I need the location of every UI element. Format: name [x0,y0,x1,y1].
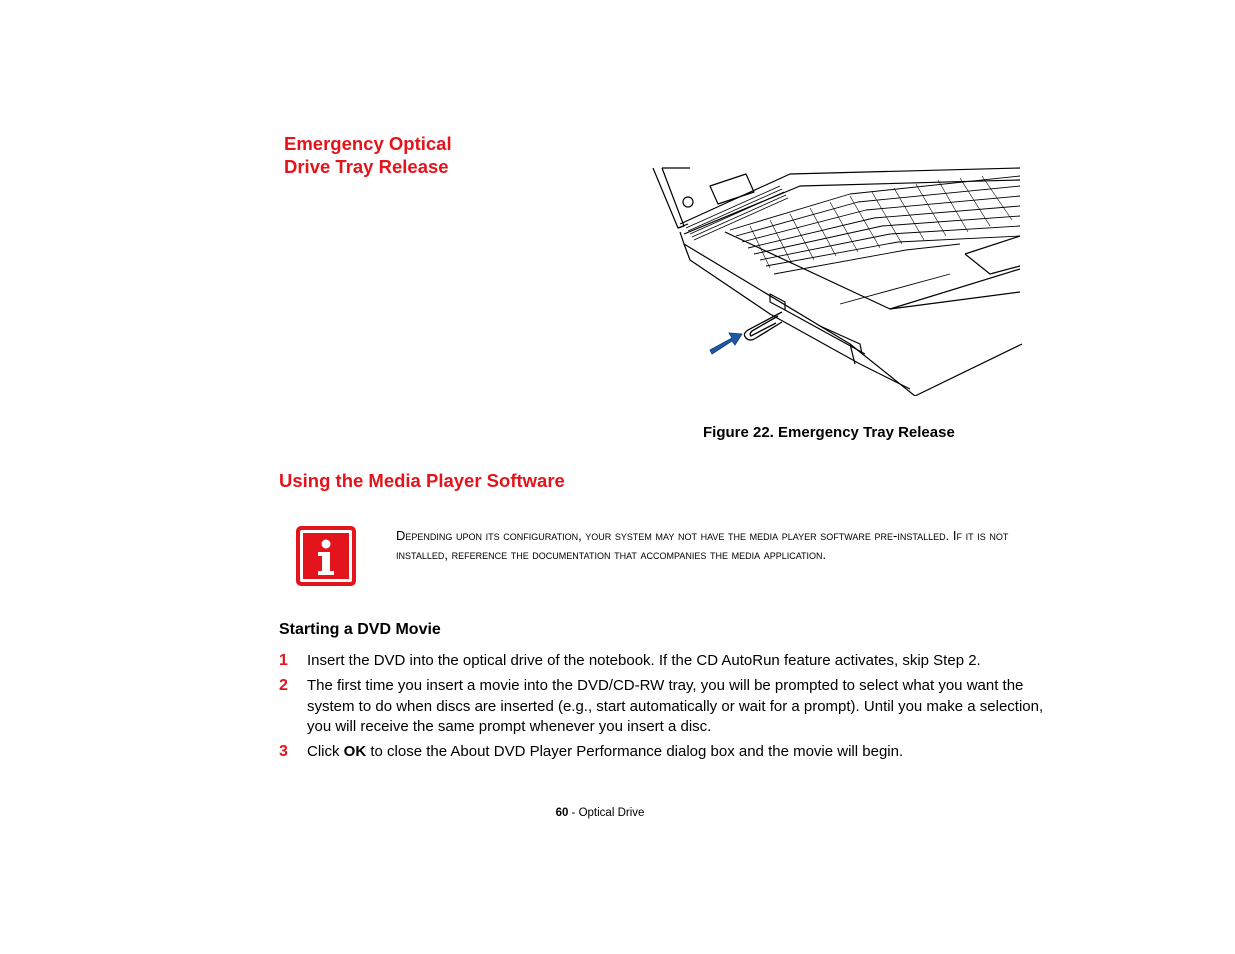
step-item [279,651,1069,672]
heading-line-1: Emergency Optical [284,133,452,154]
info-icon [294,524,358,588]
laptop-paperclip-illustration [650,164,1022,396]
subsection-heading-dvd: Starting a DVD Movie [279,621,441,638]
section-heading-emergency-release [284,132,452,178]
step-text [307,742,1069,763]
step-item [279,742,1069,763]
figure-caption: Figure 22. Emergency Tray Release [703,424,955,441]
figure-laptop-tray-release [650,164,1022,396]
step-number: 1 [279,652,288,669]
step-number: 3 [279,743,288,760]
footer-separator: - [568,807,579,819]
heading-line-2: Drive Tray Release [284,156,449,177]
step-text: Insert the DVD into the optical drive of the notebook. If the CD AutoRun feature activates, skip Step 2. [307,652,981,669]
note-text: Depending upon its configuration, your system may not have the media player software pre-installed. If it is not installed, reference the documentation that accompanies the media application. [396,528,1009,562]
step-text-post: to close the About DVD Player Performance dialog box and the movie will begin. [366,743,904,760]
page-number: 60 [555,807,569,819]
page-footer [0,807,1200,819]
section-heading-media-player: Using the Media Player Software [279,470,565,491]
step-text: The first time you insert a movie into the DVD/CD-RW tray, you will be prompted to select what you want the system to do when discs are inserted (e.g., start automatically or wait for a prompt). Until you make a selection, you will receive the same prompt whenever you insert a disc. [307,677,1044,735]
ok-label: OK [343,743,367,760]
step-text-pre: Click [307,743,344,760]
step-item [279,676,1069,738]
footer-section: Optical Drive [578,807,645,819]
step-number: 2 [279,677,288,694]
